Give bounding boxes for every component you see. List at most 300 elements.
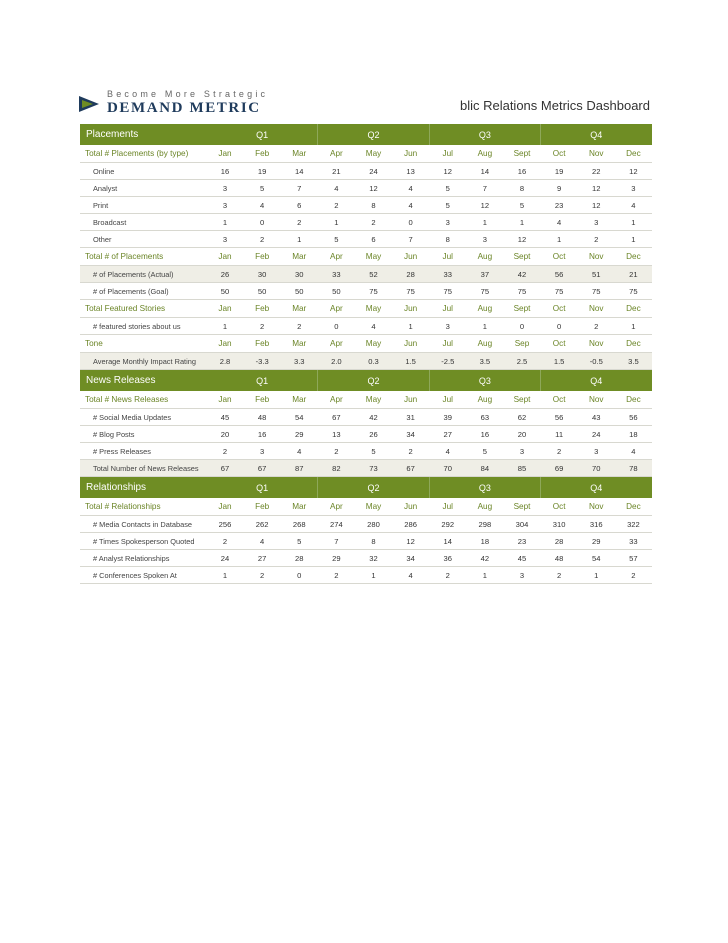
group-label: Total # News Releases xyxy=(80,391,206,409)
value-cell: 16 xyxy=(503,163,540,180)
quarter-spacer xyxy=(503,370,540,392)
value-cell: 6 xyxy=(281,197,318,214)
value-cell: 16 xyxy=(206,163,243,180)
value-cell: 4 xyxy=(615,443,652,460)
quarter-label: Q4 xyxy=(578,370,615,392)
value-cell: 3 xyxy=(206,197,243,214)
quarter-label: Q2 xyxy=(355,124,392,145)
value-cell: 4 xyxy=(392,567,429,584)
month-header: Jun xyxy=(392,300,429,318)
value-cell: 2 xyxy=(244,567,281,584)
value-cell: 48 xyxy=(244,409,281,426)
month-header: Sept xyxy=(503,248,540,266)
value-cell: 4 xyxy=(615,197,652,214)
value-cell: 85 xyxy=(503,460,540,477)
value-cell: 1 xyxy=(206,567,243,584)
month-header: Dec xyxy=(615,145,652,163)
value-cell: 29 xyxy=(281,426,318,443)
month-header: Dec xyxy=(615,498,652,516)
group-header-row xyxy=(80,391,652,409)
value-cell: 9 xyxy=(541,180,578,197)
row-label: Broadcast xyxy=(80,214,206,231)
quarter-label: Q3 xyxy=(466,370,503,392)
group-label: Total # Relationships xyxy=(80,498,206,516)
month-header: Jul xyxy=(429,498,466,516)
value-cell: 1 xyxy=(318,214,355,231)
value-cell: 4 xyxy=(244,533,281,550)
quarter-label: Q2 xyxy=(355,370,392,392)
month-header: Oct xyxy=(541,391,578,409)
value-cell: 0.3 xyxy=(355,353,392,370)
value-cell: 73 xyxy=(355,460,392,477)
value-cell: 2 xyxy=(281,318,318,335)
month-header: Oct xyxy=(541,498,578,516)
value-cell: 256 xyxy=(206,516,243,533)
value-cell: 4 xyxy=(244,197,281,214)
value-cell: 14 xyxy=(466,163,503,180)
value-cell: 2 xyxy=(541,443,578,460)
month-header: May xyxy=(355,300,392,318)
month-header: Aug xyxy=(466,248,503,266)
table-row xyxy=(80,214,652,231)
table-row xyxy=(80,163,652,180)
quarter-label: Q1 xyxy=(244,477,281,499)
value-cell: 75 xyxy=(578,283,615,300)
value-cell: 56 xyxy=(541,266,578,283)
row-label: # Press Releases xyxy=(80,443,206,460)
value-cell: 274 xyxy=(318,516,355,533)
month-header: May xyxy=(355,391,392,409)
value-cell: 3 xyxy=(206,231,243,248)
value-cell: 33 xyxy=(615,533,652,550)
value-cell: 4 xyxy=(541,214,578,231)
value-cell: 2 xyxy=(281,214,318,231)
value-cell: 3.5 xyxy=(615,353,652,370)
quarter-spacer xyxy=(206,370,243,392)
value-cell: 5 xyxy=(281,533,318,550)
month-header: Nov xyxy=(578,300,615,318)
month-header: Jun xyxy=(392,248,429,266)
month-header: Apr xyxy=(318,300,355,318)
month-header: Jul xyxy=(429,335,466,353)
logo-name: DEMAND METRIC xyxy=(107,100,261,116)
month-header: Oct xyxy=(541,248,578,266)
value-cell: 27 xyxy=(244,550,281,567)
table-row xyxy=(80,266,652,283)
value-cell: 4 xyxy=(318,180,355,197)
quarter-spacer xyxy=(281,124,318,145)
table-row xyxy=(80,460,652,477)
value-cell: 0 xyxy=(503,318,540,335)
month-header: Jan xyxy=(206,391,243,409)
table-row xyxy=(80,443,652,460)
value-cell: 1 xyxy=(541,231,578,248)
value-cell: -0.5 xyxy=(578,353,615,370)
value-cell: 33 xyxy=(429,266,466,283)
value-cell: 50 xyxy=(318,283,355,300)
value-cell: 29 xyxy=(318,550,355,567)
value-cell: 2 xyxy=(244,231,281,248)
value-cell: 42 xyxy=(466,550,503,567)
value-cell: 67 xyxy=(206,460,243,477)
value-cell: 30 xyxy=(244,266,281,283)
value-cell: 67 xyxy=(244,460,281,477)
value-cell: -2.5 xyxy=(429,353,466,370)
value-cell: 19 xyxy=(244,163,281,180)
month-header: Oct xyxy=(541,145,578,163)
month-header: Feb xyxy=(244,335,281,353)
table-row xyxy=(80,426,652,443)
value-cell: 1.5 xyxy=(392,353,429,370)
table-row xyxy=(80,409,652,426)
row-label: # featured stories about us xyxy=(80,318,206,335)
value-cell: 26 xyxy=(206,266,243,283)
month-header: Nov xyxy=(578,145,615,163)
value-cell: 24 xyxy=(578,426,615,443)
quarter-spacer xyxy=(541,370,578,392)
month-header: Apr xyxy=(318,248,355,266)
quarter-spacer xyxy=(429,124,466,145)
value-cell: 4 xyxy=(281,443,318,460)
month-header: Feb xyxy=(244,248,281,266)
table-row xyxy=(80,197,652,214)
value-cell: 3 xyxy=(503,443,540,460)
group-label: Total Featured Stories xyxy=(80,300,206,318)
value-cell: 16 xyxy=(466,426,503,443)
value-cell: 2 xyxy=(578,231,615,248)
value-cell: 48 xyxy=(541,550,578,567)
value-cell: 1 xyxy=(615,231,652,248)
month-header: Jun xyxy=(392,391,429,409)
value-cell: 5 xyxy=(244,180,281,197)
month-header: Mar xyxy=(281,300,318,318)
month-header: Jan xyxy=(206,300,243,318)
value-cell: 24 xyxy=(206,550,243,567)
value-cell: 3.5 xyxy=(466,353,503,370)
value-cell: 1.5 xyxy=(541,353,578,370)
month-header: Nov xyxy=(578,248,615,266)
quarter-spacer xyxy=(615,370,652,392)
value-cell: 2.8 xyxy=(206,353,243,370)
value-cell: 19 xyxy=(541,163,578,180)
value-cell: 29 xyxy=(578,533,615,550)
value-cell: 75 xyxy=(503,283,540,300)
quarter-spacer xyxy=(392,477,429,499)
month-header: Feb xyxy=(244,391,281,409)
value-cell: 0 xyxy=(318,318,355,335)
row-label: Average Monthly Impact Rating xyxy=(80,353,206,370)
value-cell: 322 xyxy=(615,516,652,533)
month-header: Oct xyxy=(541,300,578,318)
value-cell: 70 xyxy=(429,460,466,477)
value-cell: 13 xyxy=(392,163,429,180)
month-header: Jan xyxy=(206,335,243,353)
value-cell: 56 xyxy=(615,409,652,426)
value-cell: 286 xyxy=(392,516,429,533)
value-cell: 3 xyxy=(466,231,503,248)
month-header: Apr xyxy=(318,145,355,163)
row-label: # Blog Posts xyxy=(80,426,206,443)
row-label: # Social Media Updates xyxy=(80,409,206,426)
group-label: Total # of Placements xyxy=(80,248,206,266)
group-header-row xyxy=(80,335,652,353)
month-header: Mar xyxy=(281,145,318,163)
metrics-table xyxy=(80,124,652,584)
value-cell: 75 xyxy=(466,283,503,300)
section-title: News Releases xyxy=(80,370,206,392)
value-cell: 45 xyxy=(503,550,540,567)
quarter-spacer xyxy=(281,370,318,392)
month-header: Jul xyxy=(429,300,466,318)
value-cell: 67 xyxy=(392,460,429,477)
logo-tagline: Become More Strategic xyxy=(107,89,269,99)
value-cell: 2 xyxy=(355,214,392,231)
value-cell: 4 xyxy=(429,443,466,460)
value-cell: 1 xyxy=(355,567,392,584)
value-cell: 21 xyxy=(318,163,355,180)
quarter-spacer xyxy=(503,124,540,145)
value-cell: 7 xyxy=(466,180,503,197)
value-cell: 8 xyxy=(503,180,540,197)
month-header: Jun xyxy=(392,335,429,353)
value-cell: 2 xyxy=(206,443,243,460)
section-title: Relationships xyxy=(80,477,206,499)
value-cell: 268 xyxy=(281,516,318,533)
value-cell: 6 xyxy=(355,231,392,248)
value-cell: 32 xyxy=(355,550,392,567)
value-cell: 45 xyxy=(206,409,243,426)
quarter-label: Q1 xyxy=(244,124,281,145)
value-cell: 42 xyxy=(355,409,392,426)
table-row xyxy=(80,180,652,197)
month-header: Nov xyxy=(578,391,615,409)
section-header xyxy=(80,124,652,145)
value-cell: 8 xyxy=(355,197,392,214)
row-label: Other xyxy=(80,231,206,248)
row-label: Analyst xyxy=(80,180,206,197)
month-header: Jun xyxy=(392,145,429,163)
value-cell: 1 xyxy=(615,214,652,231)
month-header: Nov xyxy=(578,498,615,516)
value-cell: 0 xyxy=(392,214,429,231)
value-cell: 33 xyxy=(318,266,355,283)
value-cell: 0 xyxy=(244,214,281,231)
value-cell: 0 xyxy=(281,567,318,584)
table-row xyxy=(80,231,652,248)
value-cell: 3 xyxy=(206,180,243,197)
month-header: Mar xyxy=(281,248,318,266)
value-cell: 75 xyxy=(429,283,466,300)
value-cell: 14 xyxy=(429,533,466,550)
value-cell: 3 xyxy=(429,318,466,335)
value-cell: 2.5 xyxy=(503,353,540,370)
month-header: Nov xyxy=(578,335,615,353)
month-header: Jul xyxy=(429,145,466,163)
value-cell: 262 xyxy=(244,516,281,533)
row-label: # Times Spokesperson Quoted xyxy=(80,533,206,550)
value-cell: 50 xyxy=(206,283,243,300)
value-cell: 62 xyxy=(503,409,540,426)
value-cell: 7 xyxy=(318,533,355,550)
value-cell: 82 xyxy=(318,460,355,477)
value-cell: 11 xyxy=(541,426,578,443)
value-cell: 3 xyxy=(244,443,281,460)
month-header: Feb xyxy=(244,498,281,516)
month-header: Aug xyxy=(466,145,503,163)
table-row xyxy=(80,550,652,567)
table-row xyxy=(80,283,652,300)
quarter-spacer xyxy=(615,124,652,145)
month-header: Jul xyxy=(429,248,466,266)
row-label: # Conferences Spoken At xyxy=(80,567,206,584)
month-header: Apr xyxy=(318,498,355,516)
month-header: Mar xyxy=(281,335,318,353)
month-header: Aug xyxy=(466,391,503,409)
month-header: Mar xyxy=(281,498,318,516)
value-cell: 56 xyxy=(541,409,578,426)
value-cell: 21 xyxy=(615,266,652,283)
quarter-spacer xyxy=(615,477,652,499)
logo-mark-icon xyxy=(77,94,101,114)
value-cell: 16 xyxy=(244,426,281,443)
value-cell: 54 xyxy=(578,550,615,567)
value-cell: 8 xyxy=(429,231,466,248)
quarter-spacer xyxy=(281,477,318,499)
value-cell: 28 xyxy=(281,550,318,567)
month-header: Apr xyxy=(318,391,355,409)
group-header-row xyxy=(80,300,652,318)
row-label: Online xyxy=(80,163,206,180)
value-cell: 34 xyxy=(392,550,429,567)
value-cell: 50 xyxy=(281,283,318,300)
value-cell: 1 xyxy=(578,567,615,584)
value-cell: 31 xyxy=(392,409,429,426)
value-cell: 42 xyxy=(503,266,540,283)
month-header: Aug xyxy=(466,300,503,318)
value-cell: 3 xyxy=(578,214,615,231)
value-cell: 57 xyxy=(615,550,652,567)
value-cell: 43 xyxy=(578,409,615,426)
value-cell: 3 xyxy=(615,180,652,197)
page-title: blic Relations Metrics Dashboard xyxy=(459,98,650,113)
month-header: Jan xyxy=(206,145,243,163)
quarter-spacer xyxy=(318,124,355,145)
month-header: Apr xyxy=(318,335,355,353)
value-cell: 28 xyxy=(392,266,429,283)
value-cell: 2 xyxy=(318,197,355,214)
month-header: Mar xyxy=(281,391,318,409)
value-cell: 292 xyxy=(429,516,466,533)
quarter-spacer xyxy=(429,370,466,392)
value-cell: 54 xyxy=(281,409,318,426)
value-cell: 5 xyxy=(429,197,466,214)
month-header: Aug xyxy=(466,498,503,516)
value-cell: 2 xyxy=(541,567,578,584)
value-cell: 23 xyxy=(541,197,578,214)
value-cell: 3.3 xyxy=(281,353,318,370)
value-cell: 87 xyxy=(281,460,318,477)
value-cell: 75 xyxy=(615,283,652,300)
value-cell: 1 xyxy=(615,318,652,335)
value-cell: 26 xyxy=(355,426,392,443)
month-header: Sept xyxy=(503,391,540,409)
value-cell: 12 xyxy=(578,197,615,214)
section-header xyxy=(80,477,652,499)
month-header: Dec xyxy=(615,300,652,318)
quarter-label: Q4 xyxy=(578,124,615,145)
value-cell: 84 xyxy=(466,460,503,477)
value-cell: 1 xyxy=(206,318,243,335)
value-cell: 2 xyxy=(392,443,429,460)
quarter-label: Q3 xyxy=(466,124,503,145)
value-cell: 37 xyxy=(466,266,503,283)
table-row xyxy=(80,567,652,584)
value-cell: 50 xyxy=(244,283,281,300)
value-cell: 51 xyxy=(578,266,615,283)
value-cell: 304 xyxy=(503,516,540,533)
demand-metric-logo xyxy=(77,89,267,119)
month-header: Jan xyxy=(206,248,243,266)
value-cell: 75 xyxy=(355,283,392,300)
row-label: # of Placements (Goal) xyxy=(80,283,206,300)
group-header-row xyxy=(80,248,652,266)
value-cell: 2 xyxy=(429,567,466,584)
value-cell: 30 xyxy=(281,266,318,283)
value-cell: 2 xyxy=(318,443,355,460)
value-cell: 7 xyxy=(281,180,318,197)
value-cell: 28 xyxy=(541,533,578,550)
row-label: # Analyst Relationships xyxy=(80,550,206,567)
value-cell: 1 xyxy=(281,231,318,248)
month-header: Jul xyxy=(429,391,466,409)
value-cell: 1 xyxy=(206,214,243,231)
group-label: Tone xyxy=(80,335,206,353)
value-cell: 24 xyxy=(355,163,392,180)
value-cell: 12 xyxy=(355,180,392,197)
value-cell: 5 xyxy=(355,443,392,460)
value-cell: 78 xyxy=(615,460,652,477)
value-cell: 5 xyxy=(503,197,540,214)
quarter-spacer xyxy=(429,477,466,499)
value-cell: 12 xyxy=(578,180,615,197)
value-cell: 1 xyxy=(503,214,540,231)
value-cell: 34 xyxy=(392,426,429,443)
value-cell: 316 xyxy=(578,516,615,533)
quarter-spacer xyxy=(206,477,243,499)
month-header: May xyxy=(355,335,392,353)
quarter-label: Q2 xyxy=(355,477,392,499)
quarter-label: Q4 xyxy=(578,477,615,499)
value-cell: 1 xyxy=(392,318,429,335)
table-row xyxy=(80,516,652,533)
quarter-label: Q1 xyxy=(244,370,281,392)
value-cell: 4 xyxy=(392,197,429,214)
value-cell: 75 xyxy=(541,283,578,300)
value-cell: 36 xyxy=(429,550,466,567)
value-cell: 2.0 xyxy=(318,353,355,370)
table-row xyxy=(80,353,652,370)
value-cell: 12 xyxy=(615,163,652,180)
value-cell: 7 xyxy=(392,231,429,248)
month-header: May xyxy=(355,498,392,516)
value-cell: 22 xyxy=(578,163,615,180)
value-cell: 5 xyxy=(318,231,355,248)
group-label: Total # Placements (by type) xyxy=(80,145,206,163)
month-header: Dec xyxy=(615,391,652,409)
month-header: Sept xyxy=(503,145,540,163)
value-cell: 1 xyxy=(466,214,503,231)
value-cell: 2 xyxy=(244,318,281,335)
